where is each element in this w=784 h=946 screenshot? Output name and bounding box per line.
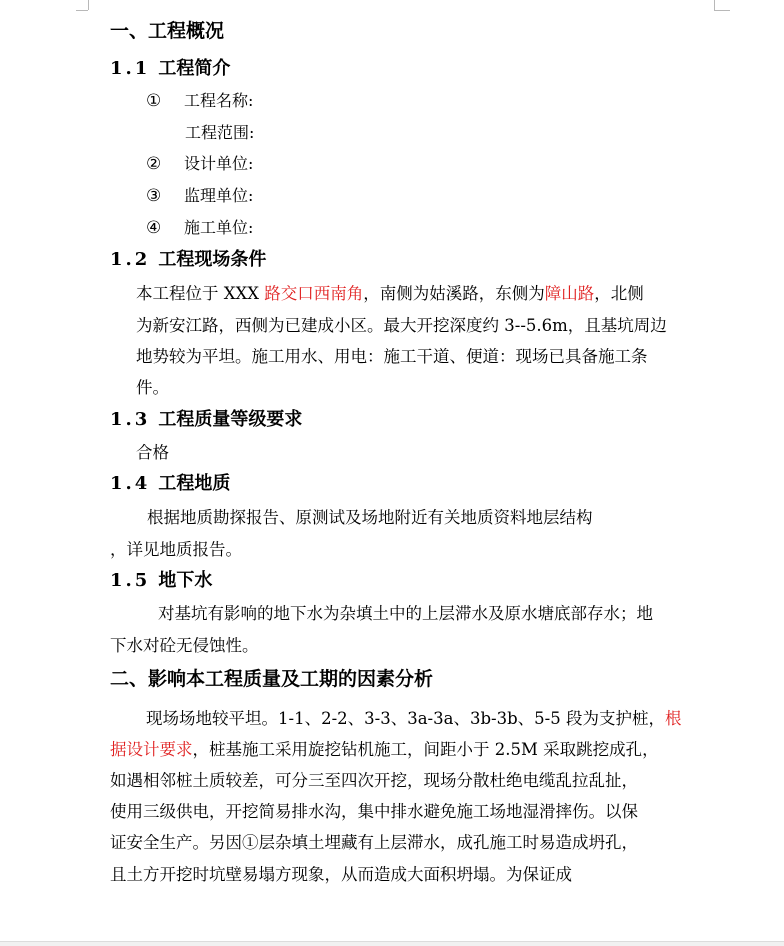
heading-1-3 <box>110 405 302 431</box>
section-2-heading: 二、影响本工程质量及工期的因素分析 <box>110 668 434 690</box>
heading-title: 工程现场条件 <box>158 249 267 270</box>
paragraph-line: 证安全生产。另因①层杂填土埋藏有上层滞水，成孔施工时易造成坍孔， <box>110 833 638 852</box>
paragraph-line: 且土方开挖时坑壁易塌方现象，从而造成大面积坍塌。为保证成 <box>110 865 572 884</box>
list-item <box>146 215 253 238</box>
heading-number: 1.1 <box>110 58 151 79</box>
list-item: 工程范围: <box>185 123 255 142</box>
highlight-text: 障山路 <box>544 284 595 303</box>
list-marker: ④ <box>146 218 162 238</box>
list-marker: ① <box>146 91 162 111</box>
heading-title: 工程地质 <box>158 473 231 494</box>
list-text: 监理单位: <box>184 186 254 205</box>
list-item <box>146 151 253 174</box>
heading-number: 1.5 <box>110 570 151 591</box>
margin-mark-top-left <box>88 0 89 10</box>
paragraph-line: 合格 <box>136 443 169 462</box>
heading-title: 工程质量等级要求 <box>158 409 303 430</box>
text-run: 本工程位于 XXX <box>136 284 265 303</box>
heading-1-1 <box>110 54 230 80</box>
paragraph-line <box>146 705 681 729</box>
heading-title: 地下水 <box>158 570 213 591</box>
highlight-text: 路交口西南角 <box>264 284 364 303</box>
list-text: 施工单位: <box>184 218 254 237</box>
paragraph-line: 根据地质勘探报告、原测试及场地附近有关地质资料地层结构 <box>147 508 593 527</box>
list-text: 设计单位: <box>184 154 254 173</box>
text-run: ，桩基施工采用旋挖钻机施工，间距小于 2.5M 采取跳挖成孔， <box>192 740 659 759</box>
page-bottom-edge <box>0 941 784 946</box>
highlight-text: 根 <box>664 709 682 728</box>
heading-1-4 <box>110 469 230 495</box>
margin-mark-top-right <box>714 0 715 10</box>
paragraph-line: ，详见地质报告。 <box>110 540 242 559</box>
paragraph-line <box>110 736 659 760</box>
text-run: 现场场地较平坦。1-1、2-2、3-3、3a-3a、3b-3b、5-5 段为支护桩， <box>146 709 665 728</box>
paragraph-line: 如遇相邻桩土质较差，可分三至四次开挖，现场分散杜绝电缆乱拉乱扯， <box>110 771 638 790</box>
highlight-text: 据设计要求 <box>110 740 193 759</box>
paragraph-line: 地势较为平坦。施工用水、用电：施工干道、便道：现场已具备施工条 <box>136 347 648 366</box>
heading-number: 1.4 <box>110 473 151 494</box>
heading-number: 1.2 <box>110 249 151 270</box>
paragraph-line <box>136 280 644 304</box>
margin-mark-top-left-h <box>76 10 88 11</box>
list-text: 工程名称: <box>184 91 254 110</box>
list-item <box>146 183 253 206</box>
text-run: ，南侧为姑溪路，东侧为 <box>363 284 545 303</box>
margin-mark-top-right-h <box>714 10 730 11</box>
heading-1-5 <box>110 566 212 592</box>
list-marker: ③ <box>146 186 162 206</box>
section-1-heading: 一、工程概况 <box>110 20 225 42</box>
paragraph-line: 下水对砼无侵蚀性。 <box>110 636 259 655</box>
heading-1-2 <box>110 245 266 271</box>
list-marker: ② <box>146 154 162 174</box>
paragraph-line: 件。 <box>136 378 169 397</box>
heading-title: 工程简介 <box>158 58 231 79</box>
paragraph-line: 对基坑有影响的地下水为杂填土中的上层滞水及原水塘底部存水；地 <box>158 604 653 623</box>
text-run: ，北侧 <box>594 284 644 303</box>
heading-number: 1.3 <box>110 409 151 430</box>
paragraph-line: 使用三级供电，开挖简易排水沟，集中排水避免施工场地湿滑摔伤。以保 <box>110 802 638 821</box>
list-item <box>146 88 253 111</box>
paragraph-line: 为新安江路，西侧为已建成小区。最大开挖深度约 3--5.6m，且基坑周边 <box>136 316 667 335</box>
